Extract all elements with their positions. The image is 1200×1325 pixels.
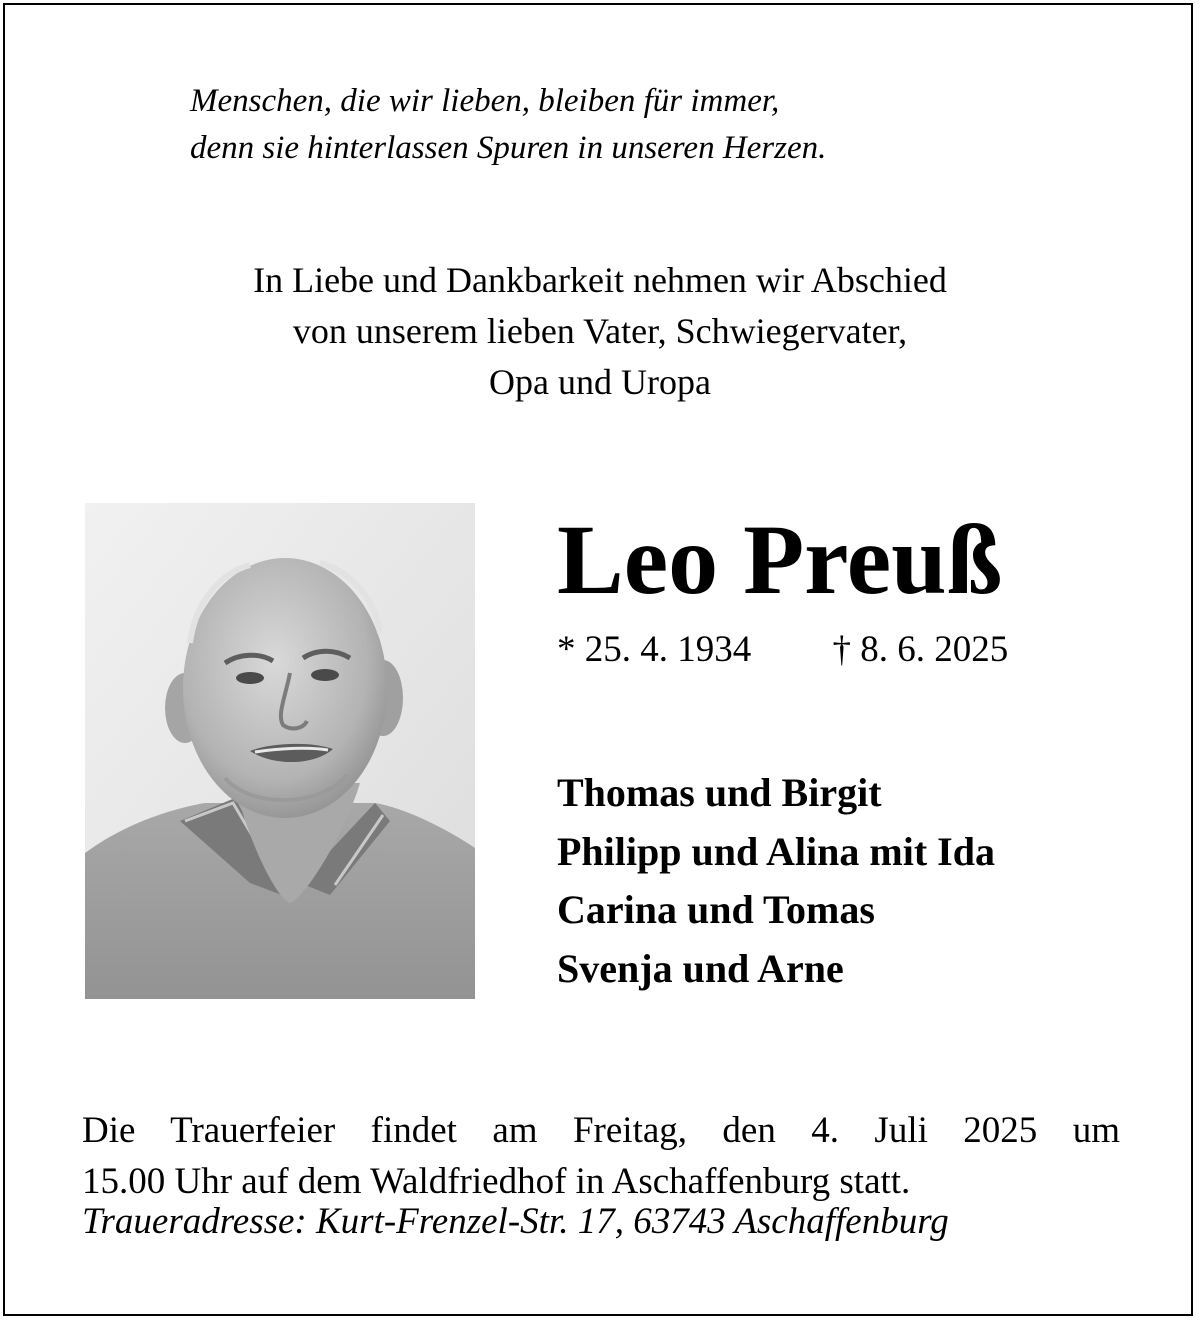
ceremony-line-2: 15.00 Uhr auf dem Waldfriedhof in Aschaffenburg statt. (82, 1161, 911, 1202)
quote-line-1: Menschen, die wir lieben, bleiben für immer, (190, 83, 780, 119)
life-dates (557, 625, 1008, 675)
mourning-address: Traueradresse: Kurt-Frenzel-Str. 17, 63743 Aschaffenburg (82, 1201, 949, 1242)
deceased-name: Leo Preuß (557, 504, 1003, 615)
portrait-illustration (85, 503, 475, 999)
memorial-quote (190, 78, 826, 172)
family-line: Carina und Tomas (557, 887, 875, 932)
farewell-intro (0, 255, 1200, 408)
death-date: † 8. 6. 2025 (832, 629, 1009, 670)
birth-date: * 25. 4. 1934 (557, 629, 752, 670)
family-line: Thomas und Birgit (557, 770, 882, 815)
ceremony-line-1: Die Trauerfeier findet am Freitag, den 4. Juli 2025 um (82, 1110, 1120, 1151)
ceremony-info (82, 1105, 1120, 1207)
portrait-photo (85, 503, 475, 999)
intro-line-3: Opa und Uropa (489, 362, 711, 402)
family-line: Philipp und Alina mit Ida (557, 828, 995, 874)
quote-line-2: denn sie hinterlassen Spuren in unseren Herzen. (190, 130, 827, 166)
family-signatures (557, 764, 995, 998)
intro-line-1: In Liebe und Dankbarkeit nehmen wir Abschied (253, 260, 947, 300)
family-line: Svenja und Arne (557, 945, 844, 991)
intro-line-2: von unserem lieben Vater, Schwiegervater, (292, 311, 908, 351)
